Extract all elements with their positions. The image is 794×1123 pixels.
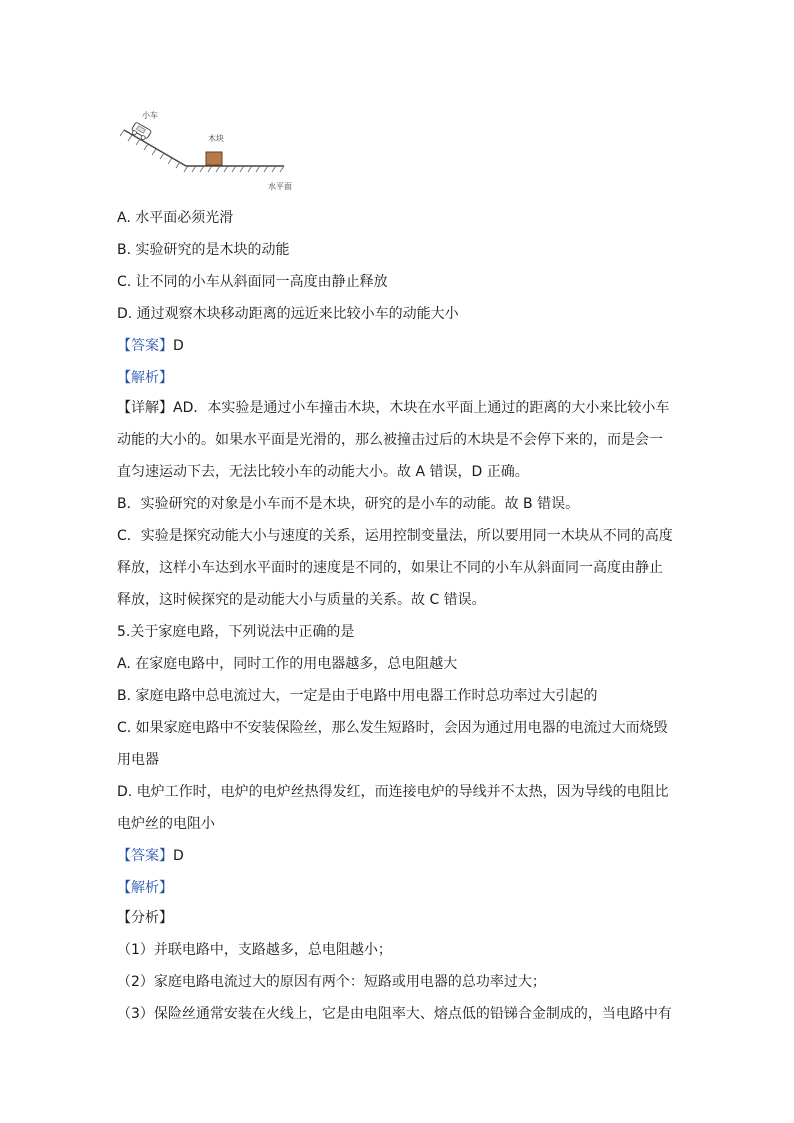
- q5-option-d: D. 电炉工作时，电炉的电炉丝热得发红，而连接电炉的导线并不太热，因为导线的电阻比: [117, 784, 669, 800]
- detail-tag: 【详解】: [117, 400, 173, 416]
- q4-detail-line-3: 直匀速运动下去，无法比较小车的动能大小。故 A 错误，D 正确。: [117, 464, 529, 480]
- analysis-tag: 【解析】: [117, 880, 173, 896]
- q5-analysis-sub-tag: 【分析】: [117, 910, 173, 926]
- analysis-tag: 【解析】: [117, 370, 173, 386]
- detail-text: AD．本实验是通过小车撞击木块，木块在水平面上通过的距离的大小来比较小车: [173, 400, 670, 416]
- small-car: [130, 122, 152, 141]
- q5-analysis-line-3: （3）保险丝通常安装在火线上，它是由电阻率大、熔点低的铅锑合金制成的，当电路中有: [117, 1006, 672, 1022]
- answer-value: D: [173, 848, 184, 864]
- q4-detail-line-2: 动能的大小的。如果水平面是光滑的，那么被撞击过后的木块是不会停下来的，而是会一: [117, 432, 663, 448]
- q4-analysis-tag: [117, 368, 173, 388]
- answer-tag: 【答案】: [117, 338, 173, 354]
- q5-analysis-line-1: （1）并联电路中，支路越多，总电阻越小；: [117, 942, 392, 958]
- q4-option-c: C. 让不同的小车从斜面同一高度由静止释放: [117, 274, 388, 290]
- q5-answer-line: [117, 846, 184, 866]
- q5-analysis-line-2: （2）家庭电路电流过大的原因有两个：短路或用电器的总功率过大；: [117, 974, 546, 990]
- q4-answer-line: [117, 336, 184, 356]
- car-label: 小车: [142, 111, 158, 120]
- answer-tag: 【答案】: [117, 848, 173, 864]
- surface-label: 水平面: [268, 182, 292, 191]
- q4-detail-line-1: [117, 398, 669, 418]
- q4-option-a: A. 水平面必须光滑: [117, 210, 234, 226]
- q4-option-b: B. 实验研究的是木块的动能: [117, 242, 290, 258]
- incline-diagram: [116, 108, 316, 194]
- wooden-block: [206, 152, 222, 165]
- q4-detail-line-5: C．实验是探究动能大小与速度的关系，运用控制变量法，所以要用同一木块从不同的高度: [117, 528, 673, 544]
- q5-option-c-cont: 用电器: [117, 752, 159, 768]
- block-label: 木块: [208, 134, 224, 143]
- answer-value: D: [173, 338, 184, 354]
- q4-detail-line-7: 释放，这时候探究的是动能大小与质量的关系。故 C 错误。: [117, 592, 486, 608]
- q5-option-c: C. 如果家庭电路中不安装保险丝，那么发生短路时，会因为通过用电器的电流过大而烧毁: [117, 720, 668, 736]
- q5-option-b: B. 家庭电路中总电流过大，一定是由于电路中用电器工作时总功率过大引起的: [117, 688, 598, 704]
- q5-option-a: A. 在家庭电路中，同时工作的用电器越多，总电阻越大: [117, 656, 458, 672]
- q5-option-d-cont: 电炉丝的电阻小: [117, 816, 215, 832]
- q5-analysis-tag: [117, 878, 173, 898]
- q4-option-d: D. 通过观察木块移动距离的远近来比较小车的动能大小: [117, 306, 459, 322]
- q4-detail-line-6: 释放，这样小车达到水平面时的速度是不同的，如果让不同的小车从斜面同一高度由静止: [117, 560, 663, 576]
- q4-detail-line-4: B．实验研究的对象是小车而不是木块，研究的是小车的动能。故 B 错误。: [117, 496, 580, 512]
- q5-stem: 5.关于家庭电路，下列说法中正确的是: [117, 624, 355, 640]
